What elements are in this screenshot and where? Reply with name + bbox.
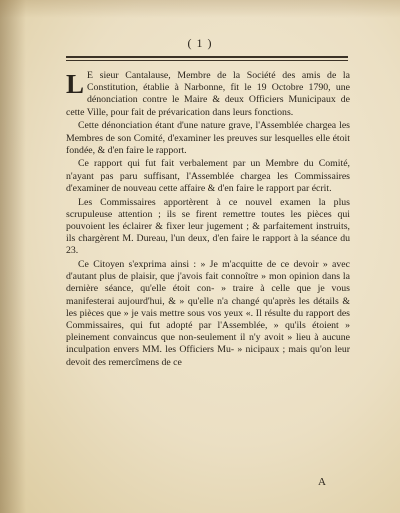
paragraph-4: Les Commissaires apportèrent à ce nouvel examen la plus scrupuleuse attention ; ils se firent remettre toutes les pièces qui pouvoient les éclairer & fixer leur jugement ; & parfaitement instruits, ils chargèrent M. Dureau, l'un deux, d'en faire le rapport à la séance du 23.: [66, 196, 350, 257]
paragraph-2: Cette dénonciation étant d'une nature grave, l'Assemblée chargea les Membres de son Comité, d'examiner les preuves sur lesquelles elle étoit fondée, & d'en faire le rapport.: [66, 120, 350, 156]
drop-cap: L: [66, 69, 85, 99]
body-text: [66, 70, 350, 370]
signature-mark: A: [318, 476, 326, 488]
paragraph-1: [66, 70, 350, 119]
paragraph-3: Ce rapport qui fut fait verbalement par un Membre du Comité, n'ayant pas paru suffisant, l'Assemblée chargea les Commissaires d'examiner de nouveau cette affaire & d'en faire le rapport par écrit.: [66, 158, 350, 194]
page-number: ( 1 ): [187, 36, 213, 50]
paragraph-1-text: E sieur Cantalause, Membre de la Société des amis de la Constitution, établie à Narbonne, fit le 19 Octobre 1790, une dénonciation contre le Maire & deux Officiers Municipaux de cette Ville, pour fait de prévarication dans leurs fonctions.: [66, 70, 350, 118]
binding-shadow: [0, 0, 26, 513]
paragraph-5: Ce Citoyen s'exprima ainsi : » Je m'acquitte de ce devoir » avec d'autant plus de plaisir, que j'avois fait connoître » mon opinion dans la dernière séance, qu'elle étoit con- » traire à celle que je vous manifesterai aujourd'hui, & » qu'elle n'a changé qu'après les détails & les pièces que » je vais mettre sous vos yeux «. Il résulte du rapport des Commissaires, qui fut adopté par l'Assemblée, » qu'ils étoient » pleinement convaincus que non-seulement il n'y avoit » lieu à aucune inculpation envers MM. les Officiers Mu- » nicipaux ; mais qu'on leur devoit des remercîmens de ce: [66, 259, 350, 368]
header-rule-thin: [66, 60, 348, 61]
top-shade: [0, 0, 400, 18]
header-rule: [66, 56, 348, 58]
